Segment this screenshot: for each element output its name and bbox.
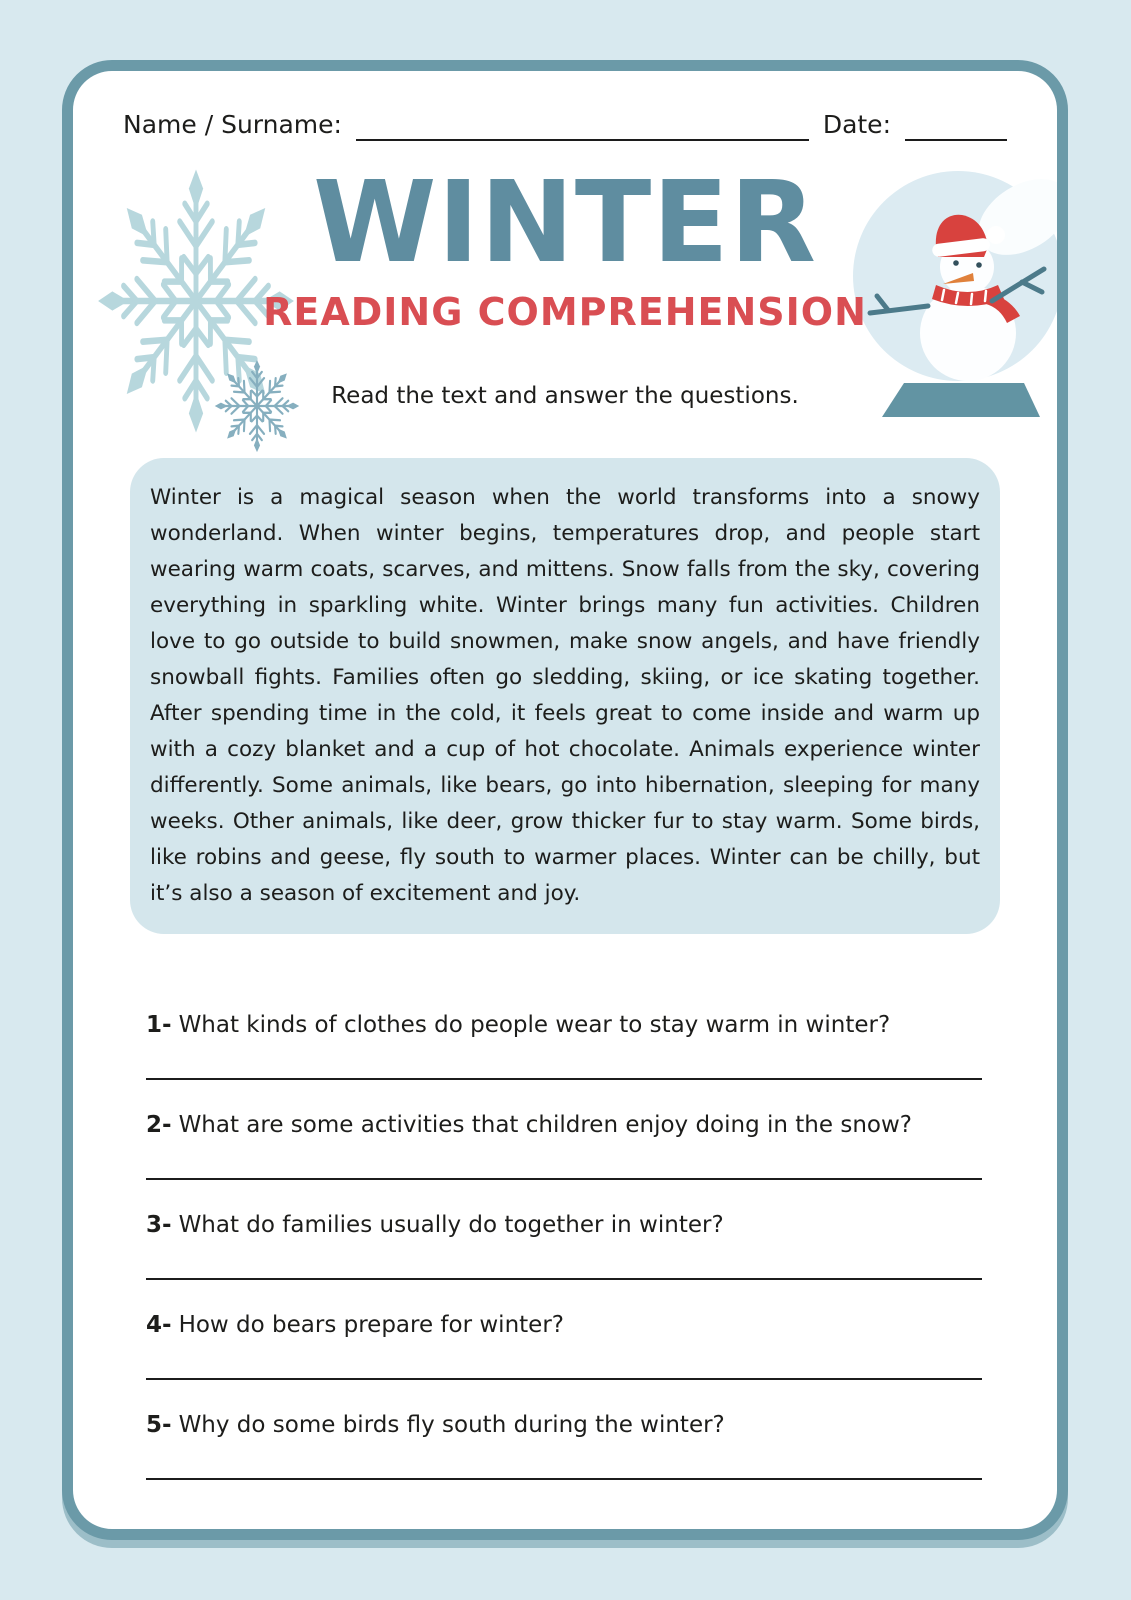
date-input-line[interactable]	[905, 109, 1007, 141]
question-number: 3-	[146, 1211, 172, 1238]
worksheet-content	[73, 71, 1057, 1529]
question-label: How do bears prepare for winter?	[178, 1311, 564, 1338]
question-number: 5-	[146, 1411, 172, 1438]
question-1	[146, 1010, 982, 1080]
question-number: 1-	[146, 1011, 172, 1038]
instruction-text: Read the text and answer the questions.	[331, 382, 799, 409]
question-label: What do families usually do together in winter?	[178, 1211, 724, 1238]
question-label: Why do some birds fly south during the winter?	[178, 1411, 725, 1438]
answer-line-1[interactable]	[146, 1078, 982, 1080]
name-date-row	[123, 109, 1007, 141]
passage-box	[130, 458, 1000, 934]
name-label: Name / Surname:	[123, 110, 342, 139]
question-3	[146, 1210, 982, 1280]
question-5	[146, 1410, 982, 1480]
question-number: 4-	[146, 1311, 172, 1338]
answer-line-3[interactable]	[146, 1278, 982, 1280]
question-label: What are some activities that children enjoy doing in the snow?	[178, 1111, 912, 1138]
question-text	[146, 1110, 982, 1140]
question-4	[146, 1310, 982, 1380]
question-text	[146, 1010, 982, 1040]
question-text	[146, 1310, 982, 1340]
question-text	[146, 1210, 982, 1240]
question-label: What kinds of clothes do people wear to stay warm in winter?	[178, 1011, 891, 1038]
answer-line-5[interactable]	[146, 1478, 982, 1480]
date-label: Date:	[822, 110, 891, 139]
page-title: WINTER	[312, 158, 818, 288]
passage-text: Winter is a magical season when the world transforms into a snowy wonderland. When winter begins, temperatures drop, and people start wearing warm coats, scarves, and mittens. Snow falls from the sky, covering everything in sparkling white. Winter brings many fun activities. Children love to go outside to build snowmen, make snow angels, and have friendly snowball fights. Families often go sledding, skiing, or ice skating together. After spending time in the cold, it feels great to come inside and warm up with a cozy blanket and a cup of hot chocolate. Animals experience winter differently. Some animals, like bears, go into hibernation, sleeping for many weeks. Other animals, like deer, grow thicker fur to stay warm. Some birds, like robins and geese, fly south to warmer places. Winter can be chilly, but it’s also a season of excitement and joy.	[150, 484, 980, 906]
page-subtitle: READING COMPREHENSION	[263, 289, 867, 334]
questions-section	[146, 1010, 982, 1480]
name-input-line[interactable]	[356, 109, 809, 141]
question-number: 2-	[146, 1111, 172, 1138]
worksheet-card	[62, 60, 1068, 1540]
answer-line-4[interactable]	[146, 1378, 982, 1380]
question-2	[146, 1110, 982, 1180]
question-text	[146, 1410, 982, 1440]
answer-line-2[interactable]	[146, 1178, 982, 1180]
